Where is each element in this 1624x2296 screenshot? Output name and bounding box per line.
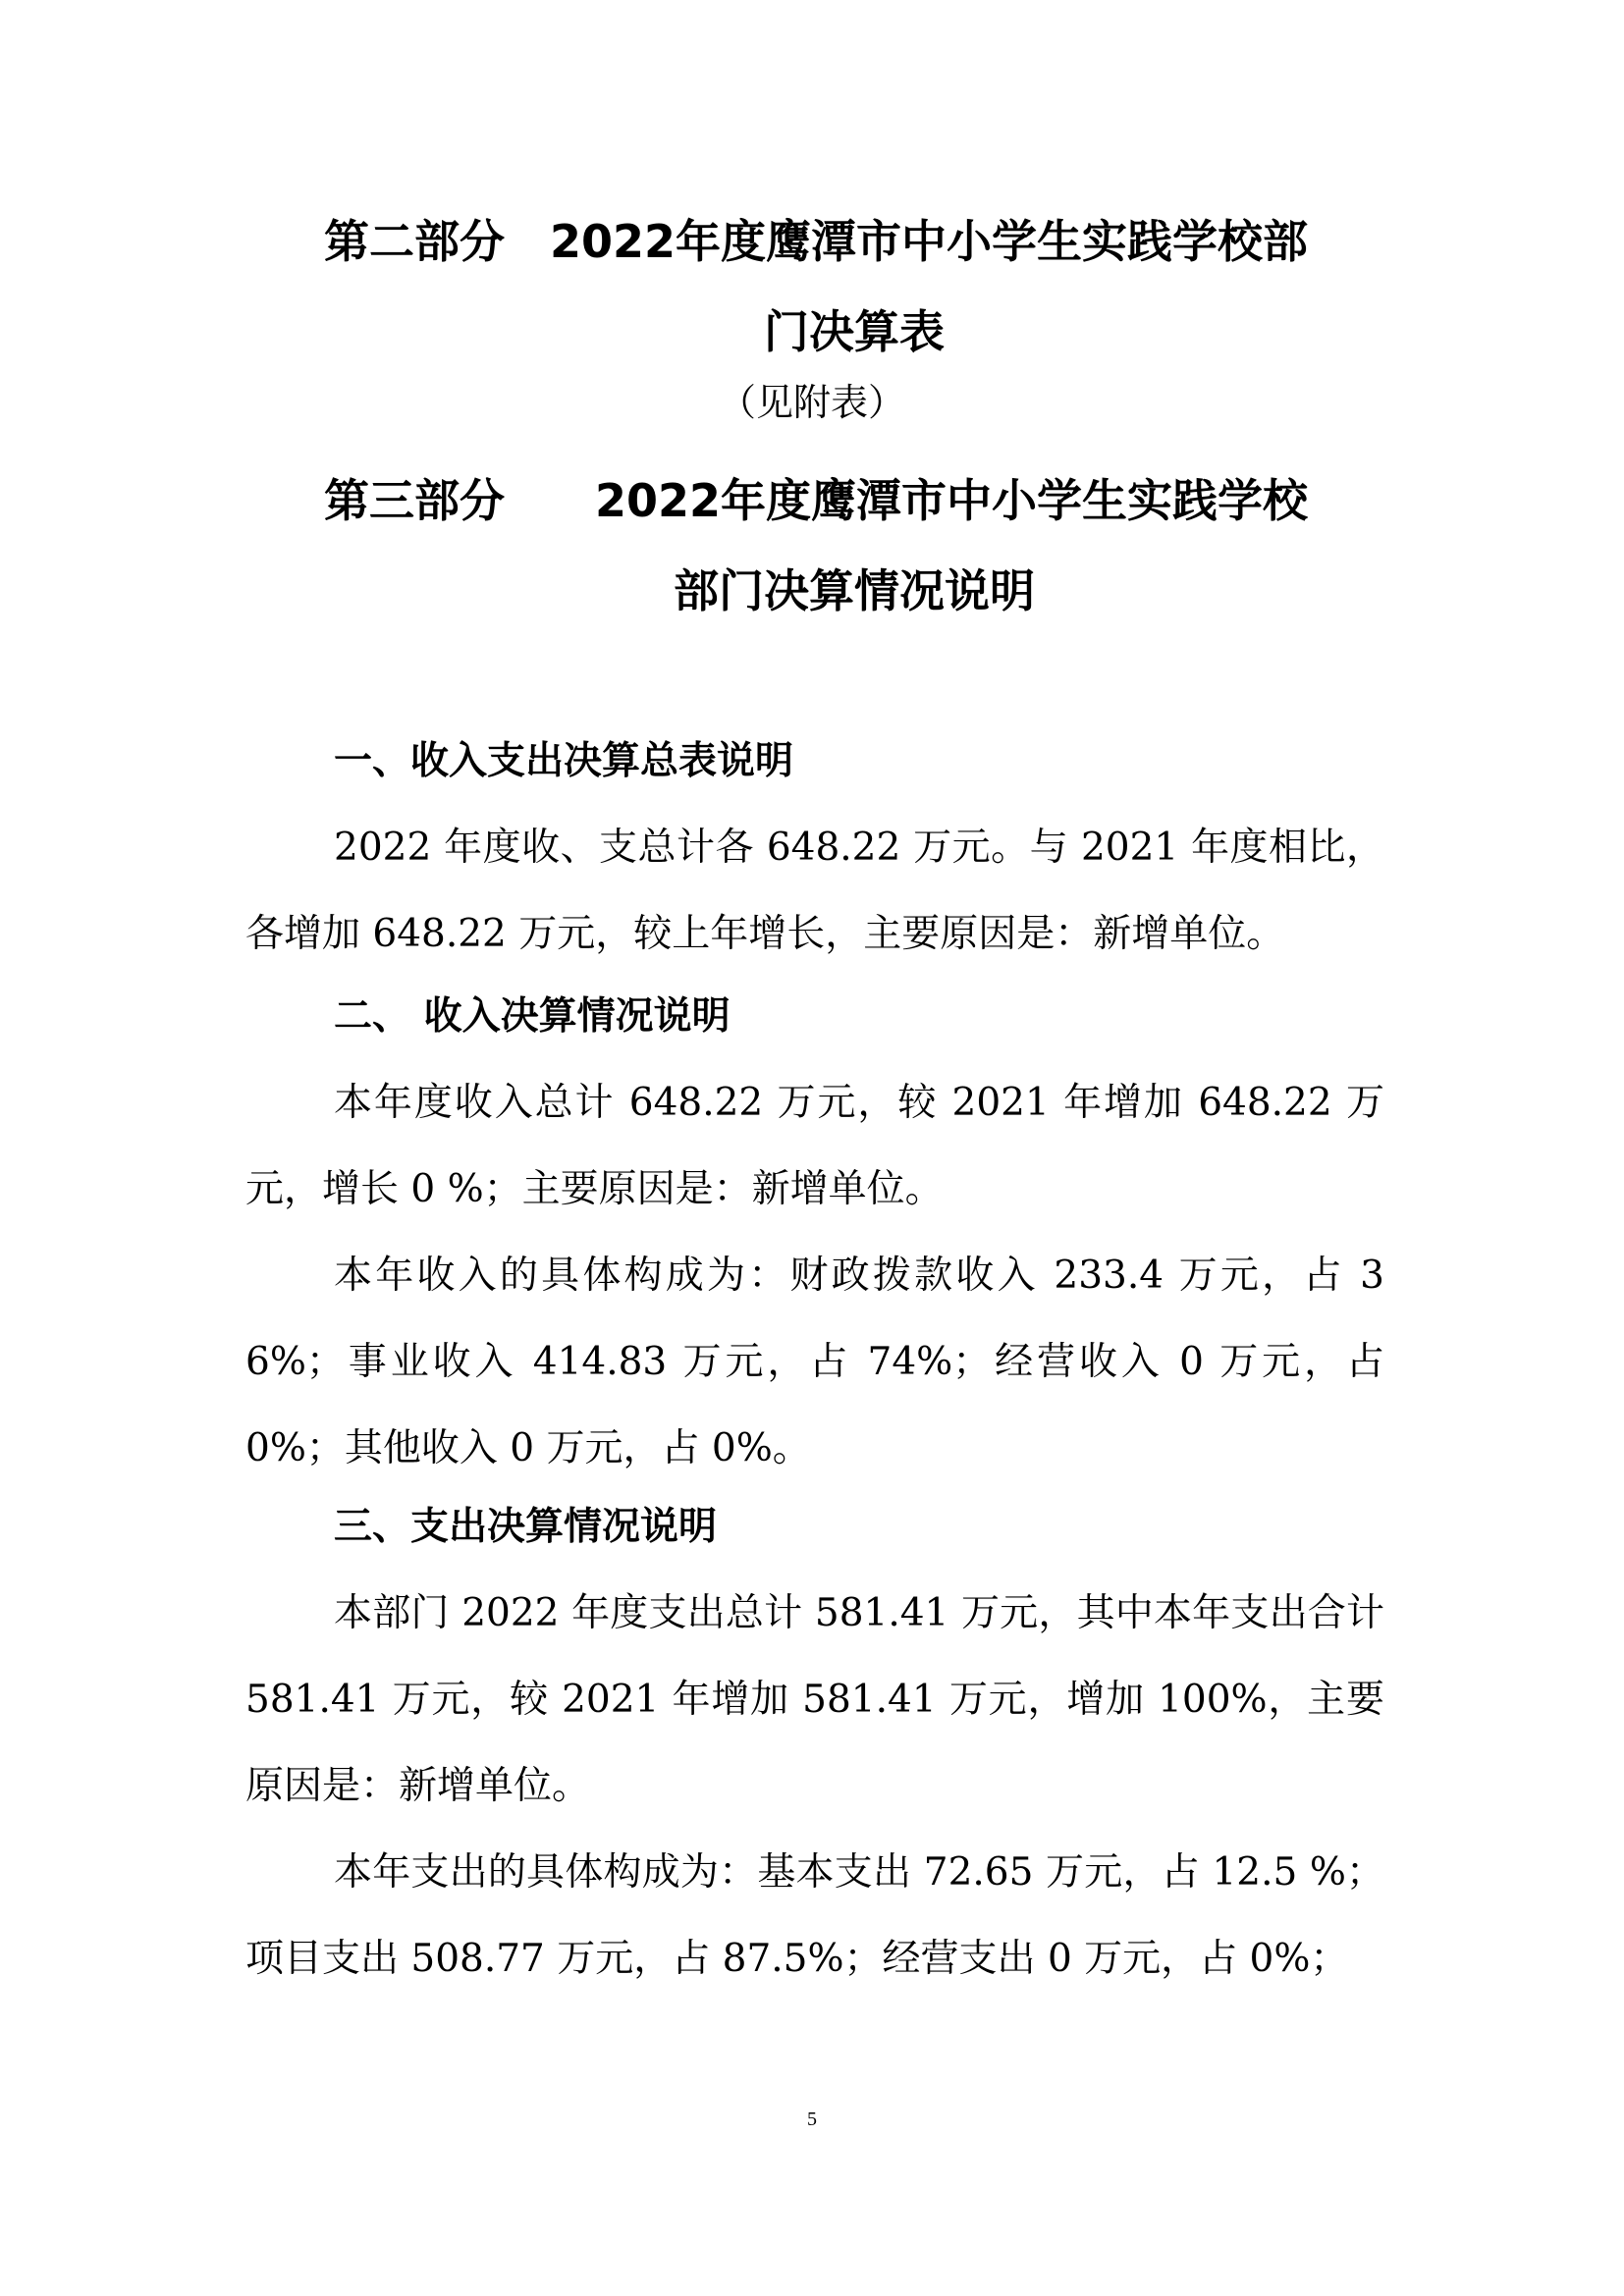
section1-paragraph: 2022 年度收、支总计各 648.22 万元。与 2021 年度相比，各增加 648.22 万元，较上年增长，主要原因是：新增单位。 xyxy=(245,826,1384,956)
section2-paragraph-1: 本年度收入总计 648.22 万元，较 2021 年增加 648.22 万元，增长 0 %；主要原因是：新增单位。 xyxy=(245,1081,1384,1211)
section3-heading: 三、支出决算情况说明 xyxy=(334,1505,718,1549)
part2-title-line1: 第二部分 2022年度鹰潭市中小学生实践学校部 xyxy=(324,215,1309,268)
section2-paragraph-2: 本年收入的具体构成为：财政拨款收入 233.4 万元，占 36%；事业收入 414.83 万元，占 74%；经营收入 0 万元，占 0%；其他收入 0 万元，占 0%。 xyxy=(245,1254,1384,1470)
part3-title-line2: 部门决算情况说明 xyxy=(674,564,1035,617)
section3-paragraph-2: 本年支出的具体构成为：基本支出 72.65 万元，占 12.5 %；项目支出 508.77 万元，占 87.5%；经营支出 0 万元，占 0%； xyxy=(245,1850,1384,1981)
part2-title-line2: 门决算表 xyxy=(764,305,945,358)
part3-title xyxy=(324,455,1384,636)
part2-title xyxy=(324,196,1384,377)
section2-heading: 二、 收入决算情况说明 xyxy=(334,994,731,1039)
appendix-note: （见附表） xyxy=(718,381,905,424)
section1-heading: 一、收入支出决算总表说明 xyxy=(334,739,794,783)
section3-paragraph-1: 本部门 2022 年度支出总计 581.41 万元，其中本年支出合计 581.41 万元，较 2021 年增加 581.41 万元，增加 100%，主要原因是：新增单位。 xyxy=(245,1591,1384,1808)
part3-title-line1: 第三部分 2022年度鹰潭市中小学生实践学校 xyxy=(324,474,1309,527)
page-number: 5 xyxy=(807,2109,817,2130)
